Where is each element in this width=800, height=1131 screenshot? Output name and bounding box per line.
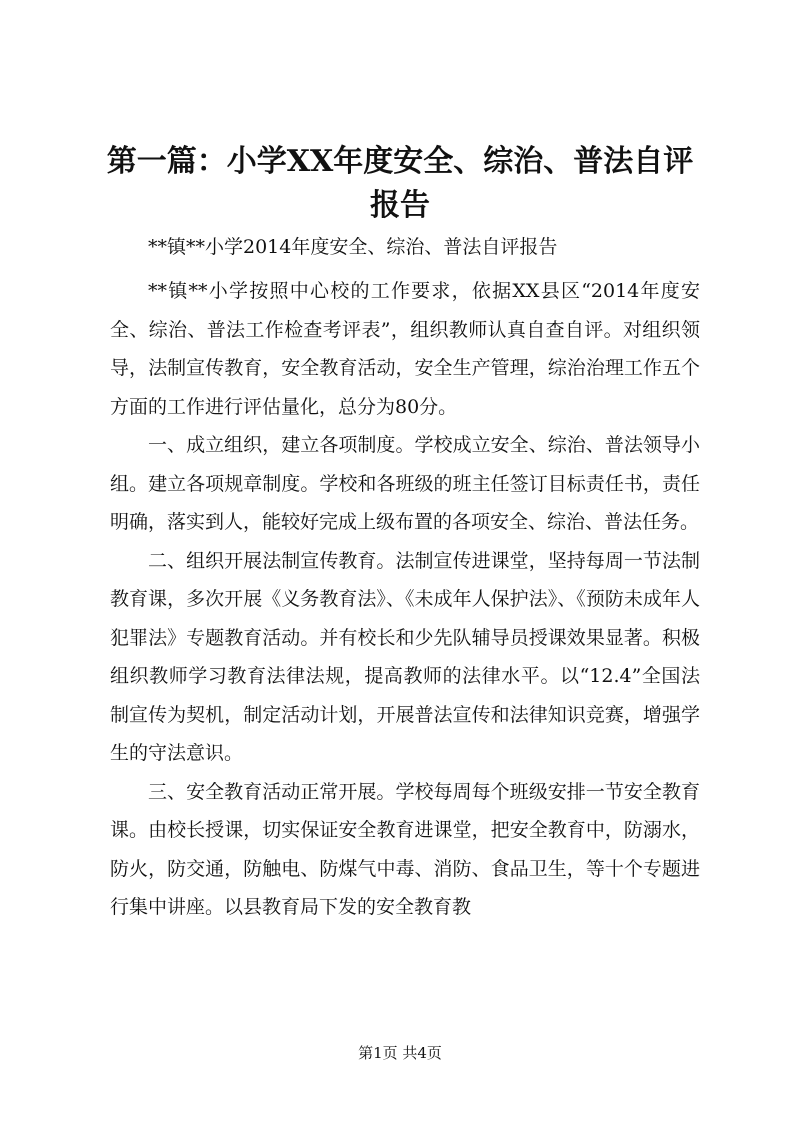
document-subtitle: **镇**小学2014年度安全、综治、普法自评报告	[148, 236, 558, 258]
paragraph-section-1: 一、成立组织，建立各项制度。学校成立安全、综治、普法领导小组。建立各项规章制度。学校和各班级的班主任签订目标责任书，责任明确，落实到人，能较好完成上级布置的各项安全、综治、普法任务。	[110, 434, 700, 533]
document-body	[110, 272, 700, 927]
page-footer: 第1页 共4页	[358, 1044, 442, 1062]
paragraph-intro: **镇**小学按照中心校的工作要求，依据XX县区“2014年度安全、综治、普法工作检查考评表”，组织教师认真自查自评。对组织领导，法制宣传教育，安全教育活动，安全生产管理，综治治理工作五个方面的工作进行评估量化，总分为80分。	[110, 280, 700, 418]
paragraph-section-2: 二、组织开展法制宣传教育。法制宣传进课堂，坚持每周一节法制教育课，多次开展《义务教育法》、《未成年人保护法》、《预防未成年人犯罪法》专题教育活动。并有校长和少先队辅导员授课效果显著。积极组织教师学习教育法律法规，提高教师的法律水平。以“12.4”全国法制宣传为契机，制定活动计划，开展普法宣传和法律知识竞赛，增强学生的守法意识。	[110, 549, 700, 764]
document-title: 第一篇：小学XX年度安全、综治、普法自评报告	[106, 144, 694, 223]
paragraph-section-3: 三、安全教育活动正常开展。学校每周每个班级安排一节安全教育课。由校长授课，切实保证安全教育进课堂，把安全教育中，防溺水，防火，防交通，防触电、防煤气中毒、消防、食品卫生，等十个专题进行集中讲座。以县教育局下发的安全教育教	[110, 780, 700, 918]
